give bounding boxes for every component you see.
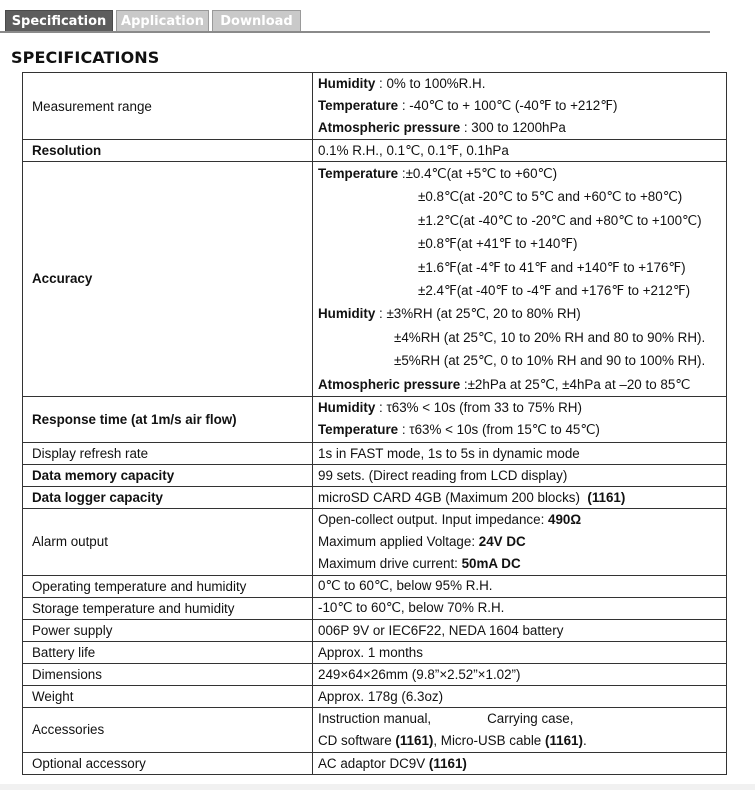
spec-key: Optional accessory <box>23 752 313 774</box>
spec-value: Temperature :±0.4℃(at +5℃ to +60℃) ±0.8℃(at -20℃ to 5℃ and +60℃ to +80℃) ±1.2℃(at -40℃ to -20℃ and +80℃ to +100℃) ±0.8℉(at +41℉ to +140℉) ±1.6℉(at -4℉ to 41℉ and +140℉ to +176℉) ±2.4℉(at -40℉ to -4℉ and +176℉ to +212℉) Humidity : ±3%RH (at 25℃, 20 to 80% RH) ±4%RH (at 25℃, 10 to 20% RH and 80 to 90% RH). ±5%RH (at 25℃, 0 to 10% RH and 90 to 100% RH). Atmospheric pressure :±2hPa at 25℃, ±4hPa at –20 to 85℃ <box>313 162 727 397</box>
tab-bar <box>0 0 755 34</box>
spec-value: AC adaptor DC9V (1161) <box>313 752 727 774</box>
table-row-accuracy <box>23 162 727 397</box>
table-row-storage <box>23 597 727 619</box>
spec-key: Response time (at 1m/s air flow) <box>23 396 313 442</box>
spec-key: Power supply <box>23 619 313 641</box>
table-row-measurement-range <box>23 73 727 140</box>
table-row-dimensions <box>23 663 727 685</box>
spec-value: Humidity : τ63% < 10s (from 33 to 75% RH) Temperature : τ63% < 10s (from 15℃ to 45℃) <box>313 396 727 442</box>
table-row-alarm-output <box>23 508 727 575</box>
spec-key: Battery life <box>23 641 313 663</box>
table-row-resolution <box>23 140 727 162</box>
tab-application[interactable]: Application <box>116 10 209 31</box>
spec-value: Open-collect output. Input impedance: 490Ω Maximum applied Voltage: 24V DC Maximum drive current: 50mA DC <box>313 508 727 575</box>
spec-value: 1s in FAST mode, 1s to 5s in dynamic mode <box>313 442 727 464</box>
spec-key: Storage temperature and humidity <box>23 597 313 619</box>
table-row-accessories <box>23 707 727 752</box>
horizontal-scrollbar[interactable] <box>0 784 755 790</box>
spec-value: 0.1% R.H., 0.1℃, 0.1℉, 0.1hPa <box>313 140 727 162</box>
spec-key: Dimensions <box>23 663 313 685</box>
page-title: SPECIFICATIONS <box>11 48 160 67</box>
table-row-display-refresh <box>23 442 727 464</box>
table-row-data-logger <box>23 486 727 508</box>
spec-value: Approx. 1 months <box>313 641 727 663</box>
table-row-operating <box>23 575 727 597</box>
table-row-weight <box>23 685 727 707</box>
table-row-optional-accessory <box>23 752 727 774</box>
spec-value: 249×64×26mm (9.8”×2.52”×1.02”) <box>313 663 727 685</box>
table-row-data-memory <box>23 464 727 486</box>
spec-value: microSD CARD 4GB (Maximum 200 blocks) (1161) <box>313 486 727 508</box>
spec-value: 0℃ to 60℃, below 95% R.H. <box>313 575 727 597</box>
spec-key: Measurement range <box>23 73 313 140</box>
specifications-table <box>22 72 727 775</box>
spec-value: -10℃ to 60℃, below 70% R.H. <box>313 597 727 619</box>
tab-download[interactable]: Download <box>212 10 301 31</box>
spec-value: Instruction manual, Carrying case, CD software (1161), Micro-USB cable (1161). <box>313 707 727 752</box>
spec-key: Resolution <box>23 140 313 162</box>
spec-key: Data memory capacity <box>23 464 313 486</box>
tab-specification[interactable]: Specification <box>5 10 113 31</box>
spec-key: Alarm output <box>23 508 313 575</box>
spec-key: Accuracy <box>23 162 313 397</box>
spec-value: 99 sets. (Direct reading from LCD display) <box>313 464 727 486</box>
spec-key: Accessories <box>23 707 313 752</box>
table-row-response-time <box>23 396 727 442</box>
table-row-battery-life <box>23 641 727 663</box>
table-row-power-supply <box>23 619 727 641</box>
spec-key: Data logger capacity <box>23 486 313 508</box>
spec-value: Humidity : 0% to 100%R.H. Temperature : -40℃ to + 100℃ (-40℉ to +212℉) Atmospheric pressure : 300 to 1200hPa <box>313 73 727 140</box>
tab-underline <box>0 31 710 33</box>
spec-key: Operating temperature and humidity <box>23 575 313 597</box>
spec-key: Weight <box>23 685 313 707</box>
spec-value: Approx. 178g (6.3oz) <box>313 685 727 707</box>
spec-value: 006P 9V or IEC6F22, NEDA 1604 battery <box>313 619 727 641</box>
spec-key: Display refresh rate <box>23 442 313 464</box>
